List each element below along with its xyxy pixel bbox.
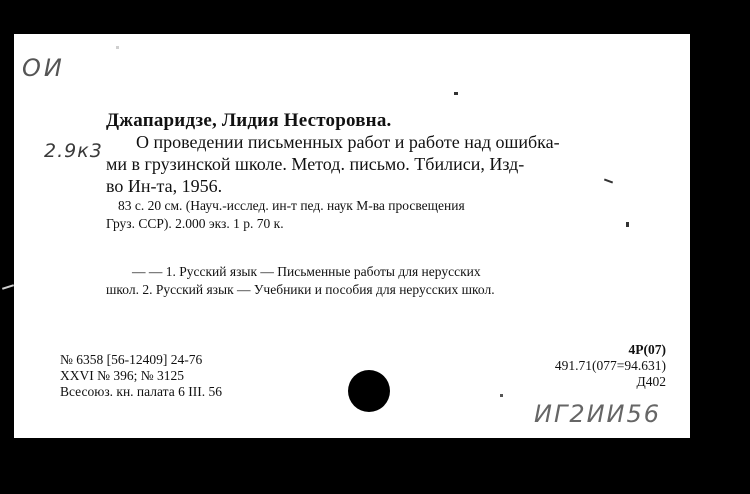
classification-line-3: Д402 <box>636 374 666 389</box>
classification-line-1: 4Р(07) <box>628 342 666 357</box>
handwritten-stamp: ОИ <box>22 54 65 82</box>
handwritten-call-number: 2.9к3 <box>44 140 103 162</box>
scan-speck <box>500 394 503 397</box>
subject-line-1: — — 1. Русский язык — Письменные работы для нерусских <box>132 264 481 279</box>
subject-line-2: школ. 2. Русский язык — Учебники и пособия для нерусских школ. <box>106 282 495 297</box>
author-heading: Джапаридзе, Лидия Несторовна. <box>106 110 392 131</box>
title-line-2: ми в грузинской школе. Метод. письмо. Тбилиси, Изд- <box>106 154 525 174</box>
scan-speck <box>454 92 458 95</box>
collation-line-2: Груз. ССР). 2.000 экз. 1 р. 70 к. <box>106 216 284 231</box>
punched-hole <box>348 370 390 412</box>
handwritten-note: ИГ2ИИ56 <box>534 400 662 428</box>
collation-line-1: 83 с. 20 см. (Науч.-исслед. ин-т пед. наук М-ва просвещения <box>118 198 465 213</box>
border-speck <box>116 46 119 49</box>
title-line-1: О проведении письменных работ и работе над ошибка- <box>136 132 560 152</box>
scan-speck <box>626 222 629 227</box>
scan-speck <box>604 179 613 184</box>
registry-line-1: № 6358 [56-12409] 24-76 <box>60 352 203 367</box>
registry-line-2: XXVI № 396; № 3125 <box>60 368 185 383</box>
border-speck <box>2 284 14 290</box>
classification-line-2: 491.71(077=94.631) <box>554 358 666 373</box>
title-line-3: во Ин-та, 1956. <box>106 176 223 196</box>
registry-line-3: Всесоюз. кн. палата 6 III. 56 <box>60 384 222 399</box>
library-catalog-card <box>14 34 690 438</box>
